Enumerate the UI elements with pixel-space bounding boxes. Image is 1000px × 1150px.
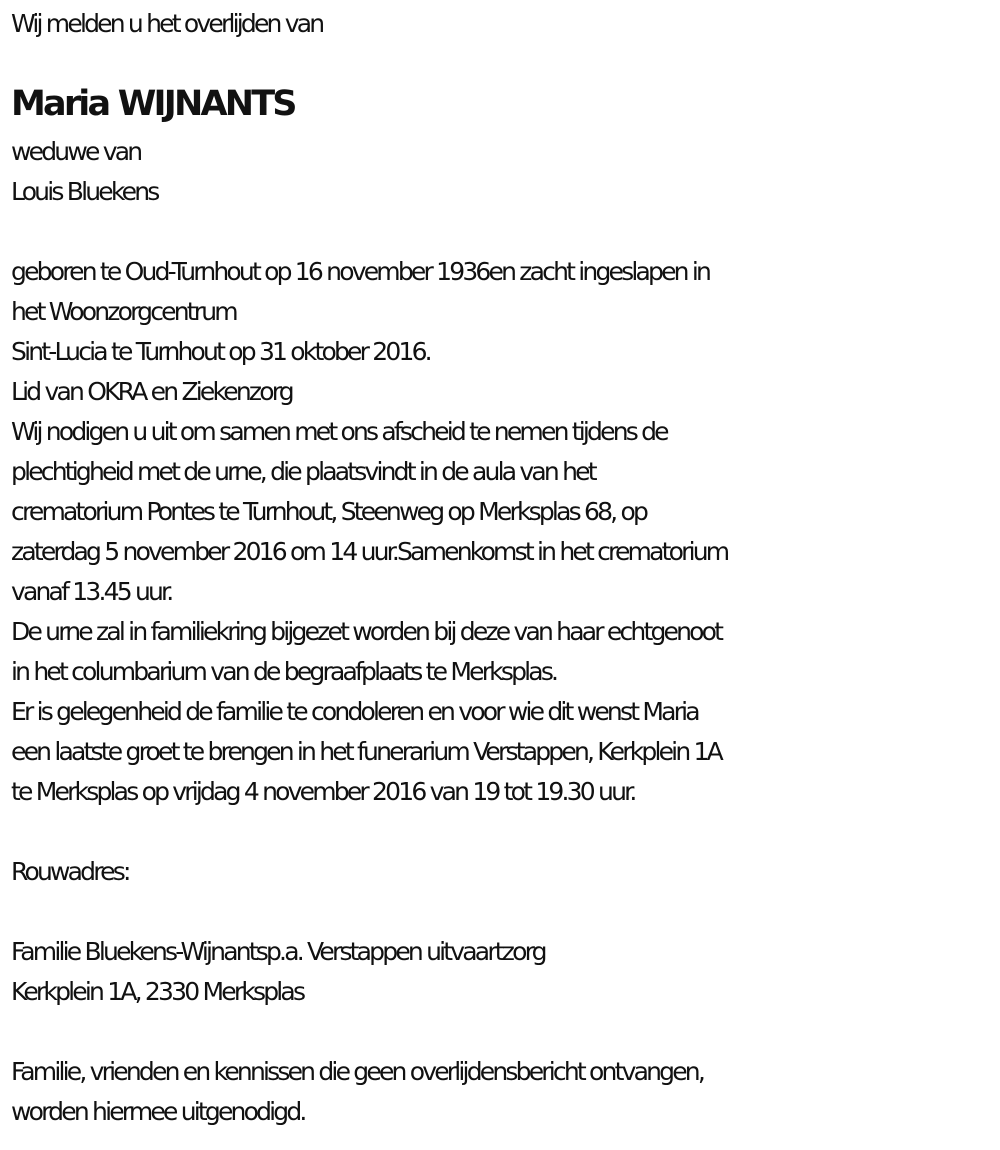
spacer <box>11 892 991 932</box>
body-line: geboren te Oud-Turnhout op 16 november 1936en zacht ingeslapen in <box>11 257 710 286</box>
body-line: crematorium Pontes te Turnhout, Steenweg op Merksplas 68, op <box>11 497 647 526</box>
spacer <box>11 812 991 852</box>
body-line: Wij nodigen u uit om samen met ons afscheid te nemen tijdens de <box>11 417 667 446</box>
body-line: De urne zal in familiekring bijgezet worden bij deze van haar echtgenoot <box>11 617 722 646</box>
obituary-notice <box>11 4 991 1132</box>
spouse-name: Louis Bluekens <box>11 177 158 206</box>
spacer <box>11 1012 991 1052</box>
body-line: een laatste groet te brengen in het funerarium Verstappen, Kerkplein 1A <box>11 737 721 766</box>
body-line: vanaf 13.45 uur. <box>11 577 172 606</box>
body-line: het Woonzorgcentrum <box>11 297 236 326</box>
body-line: zaterdag 5 november 2016 om 14 uur.Samenkomst in het crematorium <box>11 537 728 566</box>
body-line: Er is gelegenheid de familie te condoleren en voor wie dit wenst Maria <box>11 697 698 726</box>
spacer <box>11 212 991 252</box>
mourning-address-line: Familie Bluekens-Wijnantsp.a. Verstappen uitvaartzorg <box>11 937 545 966</box>
closing-line: Familie, vrienden en kennissen die geen overlijdensbericht ontvangen, <box>11 1057 703 1086</box>
body-line: Sint-Lucia te Turnhout op 31 oktober 2016. <box>11 337 430 366</box>
intro-text: Wij melden u het overlijden van <box>11 9 323 38</box>
deceased-name: Maria WIJNANTS <box>11 84 295 124</box>
relation-text: weduwe van <box>11 137 141 166</box>
notice-body <box>11 252 991 812</box>
body-line: plechtigheid met de urne, die plaatsvindt in de aula van het <box>11 457 595 486</box>
body-line: in het columbarium van de begraafplaats te Merksplas. <box>11 657 557 686</box>
body-line: te Merksplas op vrijdag 4 november 2016 van 19 tot 19.30 uur. <box>11 777 635 806</box>
mourning-address-line: Kerkplein 1A, 2330 Merksplas <box>11 977 304 1006</box>
closing-line: worden hiermee uitgenodigd. <box>11 1097 305 1126</box>
mourning-address-label: Rouwadres: <box>11 857 129 886</box>
body-line: Lid van OKRA en Ziekenzorg <box>11 377 292 406</box>
